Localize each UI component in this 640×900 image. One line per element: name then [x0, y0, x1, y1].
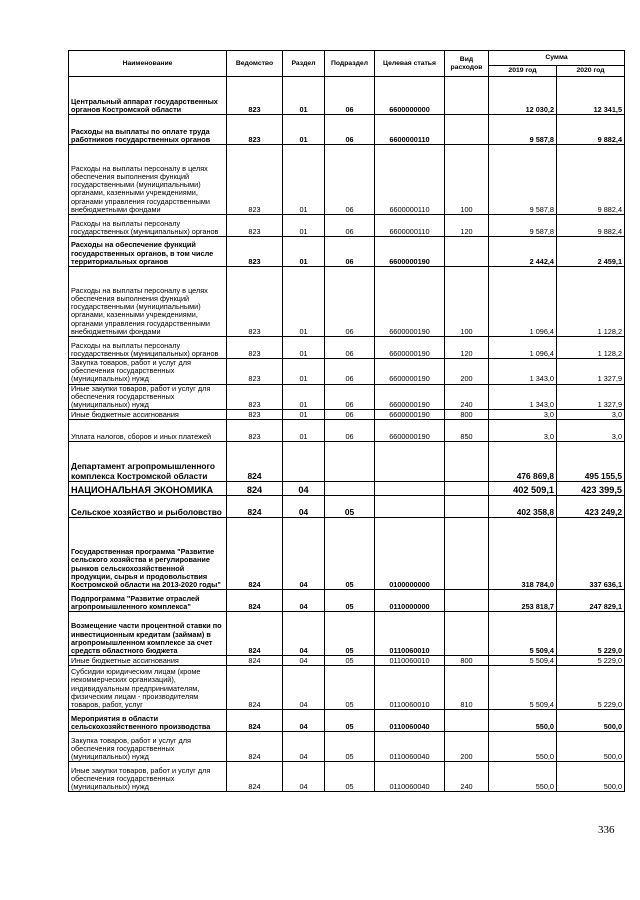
table-row: [69, 215, 625, 237]
cell-podrazdel: 06: [325, 145, 375, 215]
cell-podrazdel: 06: [325, 267, 375, 337]
cell-vid: [445, 710, 489, 732]
cell-sum-2019: 253 818,7: [489, 590, 557, 612]
cell-target: 6600000190: [375, 267, 445, 337]
cell-sum-2019: 402 509,1: [489, 482, 557, 496]
cell-sum-2020: 1 327,9: [557, 359, 625, 385]
cell-vedomstvo: 824: [227, 518, 283, 590]
cell-name: Иные закупки товаров, работ и услуг для обеспечения государственных (муниципальных) нужд: [69, 762, 227, 792]
cell-vid: 120: [445, 337, 489, 359]
cell-sum-2020: 9 882,4: [557, 115, 625, 145]
cell-podrazdel: 06: [325, 359, 375, 385]
cell-sum-2019: 550,0: [489, 732, 557, 762]
cell-vid: 240: [445, 384, 489, 410]
cell-vedomstvo: 824: [227, 732, 283, 762]
cell-target: [375, 482, 445, 496]
cell-sum-2019: 1 096,4: [489, 337, 557, 359]
cell-target: 0110060040: [375, 762, 445, 792]
cell-razdel: 04: [283, 590, 325, 612]
cell-vid: [445, 442, 489, 482]
cell-podrazdel: 05: [325, 732, 375, 762]
cell-name: Департамент агропромышленного комплекса Костромской области: [69, 442, 227, 482]
cell-vedomstvo: 823: [227, 145, 283, 215]
cell-target: 6600000000: [375, 77, 445, 115]
cell-target: 0100000000: [375, 518, 445, 590]
cell-name: Иные закупки товаров, работ и услуг для обеспечения государственных (муниципальных) нужд: [69, 384, 227, 410]
cell-vedomstvo: 824: [227, 612, 283, 656]
cell-podrazdel: 06: [325, 384, 375, 410]
cell-razdel: 01: [283, 237, 325, 267]
cell-name: Расходы на выплаты персоналу государственных (муниципальных) органов: [69, 215, 227, 237]
cell-name: Закупка товаров, работ и услуг для обеспечения государственных (муниципальных) нужд: [69, 359, 227, 385]
cell-razdel: 04: [283, 482, 325, 496]
cell-sum-2019: 3,0: [489, 420, 557, 442]
cell-name: Иные бюджетные ассигнования: [69, 656, 227, 666]
cell-vid: 100: [445, 145, 489, 215]
cell-podrazdel: 06: [325, 115, 375, 145]
cell-sum-2020: 12 341,5: [557, 77, 625, 115]
cell-razdel: 01: [283, 420, 325, 442]
table-row: [69, 410, 625, 420]
header-target: Целевая статья: [375, 51, 445, 77]
cell-sum-2020: 337 636,1: [557, 518, 625, 590]
cell-target: 6600000190: [375, 237, 445, 267]
cell-sum-2019: 550,0: [489, 710, 557, 732]
cell-sum-2020: 500,0: [557, 710, 625, 732]
cell-sum-2019: 2 442,4: [489, 237, 557, 267]
cell-sum-2019: 9 587,8: [489, 215, 557, 237]
cell-vid: 200: [445, 359, 489, 385]
cell-razdel: 01: [283, 384, 325, 410]
cell-vid: 120: [445, 215, 489, 237]
cell-name: Подпрограмма "Развитие отраслей агропромышленного комплекса": [69, 590, 227, 612]
table-row: [69, 337, 625, 359]
table-row: [69, 384, 625, 410]
cell-podrazdel: [325, 482, 375, 496]
cell-vid: [445, 612, 489, 656]
cell-target: 6600000190: [375, 359, 445, 385]
table-row: [69, 237, 625, 267]
cell-razdel: 01: [283, 410, 325, 420]
cell-name: Субсидии юридическим лицам (кроме некоммерческих организаций), индивидуальным предпринимателям, физическим лицам - производителям товаров, работ, услуг: [69, 666, 227, 710]
cell-sum-2019: 9 587,8: [489, 145, 557, 215]
header-2020: 2020 год: [557, 66, 625, 77]
table-row: [69, 762, 625, 792]
cell-name: Центральный аппарат государственных органов Костромской области: [69, 77, 227, 115]
cell-razdel: 04: [283, 732, 325, 762]
header-name: Наименование: [69, 51, 227, 77]
table-row: [69, 267, 625, 337]
cell-sum-2019: 5 509,4: [489, 666, 557, 710]
cell-sum-2019: 402 358,8: [489, 496, 557, 518]
cell-vid: 850: [445, 420, 489, 442]
cell-target: 0110060010: [375, 666, 445, 710]
cell-podrazdel: 05: [325, 666, 375, 710]
cell-target: 6600000110: [375, 115, 445, 145]
cell-name: Расходы на выплаты по оплате труда работников государственных органов: [69, 115, 227, 145]
table-row: [69, 442, 625, 482]
header-summa: Сумма: [489, 51, 625, 66]
cell-name: Иные бюджетные ассигнования: [69, 410, 227, 420]
cell-sum-2020: 5 229,0: [557, 656, 625, 666]
cell-target: 6600000190: [375, 420, 445, 442]
cell-razdel: 04: [283, 656, 325, 666]
cell-vedomstvo: 823: [227, 420, 283, 442]
cell-sum-2020: 9 882,4: [557, 215, 625, 237]
cell-sum-2020: 2 459,1: [557, 237, 625, 267]
cell-target: [375, 442, 445, 482]
cell-name: Возмещение части процентной ставки по инвестиционным кредитам (займам) в агропромышленном комплексе за счет средств областного бюджета: [69, 612, 227, 656]
table-row: [69, 420, 625, 442]
cell-sum-2019: 12 030,2: [489, 77, 557, 115]
cell-razdel: 04: [283, 710, 325, 732]
cell-sum-2019: 476 869,8: [489, 442, 557, 482]
cell-vid: 810: [445, 666, 489, 710]
cell-target: 6600000190: [375, 410, 445, 420]
cell-podrazdel: 05: [325, 496, 375, 518]
cell-name: Расходы на выплаты персоналу в целях обеспечения выполнения функций государственными (муниципальными) органами, казенными учреждениями, органами управления государственными внебюджетными фондами: [69, 267, 227, 337]
cell-vid: [445, 518, 489, 590]
table-row: [69, 612, 625, 656]
cell-podrazdel: 05: [325, 518, 375, 590]
cell-razdel: [283, 442, 325, 482]
cell-sum-2019: 5 509,4: [489, 656, 557, 666]
cell-razdel: 01: [283, 267, 325, 337]
cell-vedomstvo: 823: [227, 267, 283, 337]
cell-vid: [445, 77, 489, 115]
table-row: [69, 145, 625, 215]
cell-vedomstvo: 824: [227, 656, 283, 666]
table-row: [69, 732, 625, 762]
cell-vedomstvo: 824: [227, 482, 283, 496]
cell-sum-2020: 495 155,5: [557, 442, 625, 482]
cell-vedomstvo: 824: [227, 710, 283, 732]
table-row: [69, 710, 625, 732]
cell-podrazdel: [325, 442, 375, 482]
cell-vid: [445, 482, 489, 496]
cell-sum-2020: 1 128,2: [557, 337, 625, 359]
header-2019: 2019 год: [489, 66, 557, 77]
cell-vid: 800: [445, 656, 489, 666]
cell-sum-2020: 423 249,2: [557, 496, 625, 518]
cell-vedomstvo: 823: [227, 337, 283, 359]
cell-podrazdel: 05: [325, 590, 375, 612]
header-razdel: Раздел: [283, 51, 325, 77]
cell-razdel: 04: [283, 518, 325, 590]
page-number: 336: [598, 824, 615, 836]
cell-razdel: 04: [283, 496, 325, 518]
cell-target: 0110060040: [375, 710, 445, 732]
cell-target: [375, 496, 445, 518]
cell-sum-2019: 318 784,0: [489, 518, 557, 590]
cell-sum-2019: 1 343,0: [489, 384, 557, 410]
cell-sum-2020: 1 327,9: [557, 384, 625, 410]
cell-vedomstvo: 823: [227, 384, 283, 410]
cell-razdel: 01: [283, 359, 325, 385]
table-body: [69, 77, 625, 792]
cell-name: Расходы на выплаты персоналу в целях обеспечения выполнения функций государственными (муниципальными) органами, казенными учреждениями, органами управления государственными внебюджетными фондами: [69, 145, 227, 215]
header-vid: Вид расходов: [445, 51, 489, 77]
cell-vid: 100: [445, 267, 489, 337]
cell-vid: [445, 115, 489, 145]
header-podrazdel: Подраздел: [325, 51, 375, 77]
cell-podrazdel: 06: [325, 77, 375, 115]
cell-podrazdel: 06: [325, 215, 375, 237]
cell-podrazdel: 06: [325, 410, 375, 420]
cell-razdel: 01: [283, 215, 325, 237]
cell-target: 0110060010: [375, 656, 445, 666]
cell-sum-2020: 423 399,5: [557, 482, 625, 496]
cell-podrazdel: 05: [325, 612, 375, 656]
cell-razdel: 01: [283, 115, 325, 145]
cell-vid: 240: [445, 762, 489, 792]
cell-name: НАЦИОНАЛЬНАЯ ЭКОНОМИКА: [69, 482, 227, 496]
cell-sum-2019: 9 587,8: [489, 115, 557, 145]
cell-target: 6600000190: [375, 384, 445, 410]
cell-name: Мероприятия в области сельскохозяйственного производства: [69, 710, 227, 732]
cell-sum-2019: 5 509,4: [489, 612, 557, 656]
table-row: [69, 115, 625, 145]
cell-name: Сельское хозяйство и рыболовство: [69, 496, 227, 518]
cell-vedomstvo: 824: [227, 762, 283, 792]
cell-target: 6600000110: [375, 215, 445, 237]
cell-vid: 800: [445, 410, 489, 420]
cell-vedomstvo: 824: [227, 442, 283, 482]
table-row: [69, 359, 625, 385]
cell-sum-2020: 500,0: [557, 732, 625, 762]
cell-sum-2019: 3,0: [489, 410, 557, 420]
cell-razdel: 04: [283, 612, 325, 656]
cell-razdel: 01: [283, 145, 325, 215]
cell-vedomstvo: 823: [227, 237, 283, 267]
cell-vid: 200: [445, 732, 489, 762]
cell-podrazdel: 05: [325, 710, 375, 732]
header-vedomstvo: Ведомство: [227, 51, 283, 77]
cell-name: Уплата налогов, сборов и иных платежей: [69, 420, 227, 442]
cell-sum-2020: 5 229,0: [557, 612, 625, 656]
cell-vedomstvo: 824: [227, 666, 283, 710]
cell-sum-2019: 550,0: [489, 762, 557, 792]
cell-target: 6600000110: [375, 145, 445, 215]
cell-vedomstvo: 824: [227, 590, 283, 612]
table-row: [69, 496, 625, 518]
cell-sum-2020: 3,0: [557, 420, 625, 442]
table-row: [69, 656, 625, 666]
cell-vedomstvo: 824: [227, 496, 283, 518]
cell-name: Государственная программа "Развитие сельского хозяйства и регулирование рынков сельскохозяйственной продукции, сырья и продовольствия Костромской области на 2013-2020 годы": [69, 518, 227, 590]
budget-table: [68, 50, 625, 792]
cell-target: 0110060010: [375, 612, 445, 656]
cell-target: 6600000190: [375, 337, 445, 359]
cell-name: Расходы на обеспечение функций государственных органов, в том числе территориальных органов: [69, 237, 227, 267]
cell-target: 0110000000: [375, 590, 445, 612]
cell-sum-2020: 247 829,1: [557, 590, 625, 612]
cell-vid: [445, 496, 489, 518]
cell-vid: [445, 590, 489, 612]
cell-sum-2020: 9 882,4: [557, 145, 625, 215]
cell-razdel: 04: [283, 666, 325, 710]
cell-sum-2020: 3,0: [557, 410, 625, 420]
cell-razdel: 01: [283, 77, 325, 115]
cell-podrazdel: 05: [325, 656, 375, 666]
cell-vedomstvo: 823: [227, 215, 283, 237]
cell-sum-2019: 1 096,4: [489, 267, 557, 337]
cell-sum-2020: 5 229,0: [557, 666, 625, 710]
table-row: [69, 666, 625, 710]
cell-sum-2020: 500,0: [557, 762, 625, 792]
cell-sum-2019: 1 343,0: [489, 359, 557, 385]
table-row: [69, 77, 625, 115]
cell-vedomstvo: 823: [227, 410, 283, 420]
cell-vedomstvo: 823: [227, 115, 283, 145]
cell-podrazdel: 06: [325, 337, 375, 359]
cell-razdel: 04: [283, 762, 325, 792]
cell-podrazdel: 06: [325, 237, 375, 267]
cell-podrazdel: 06: [325, 420, 375, 442]
cell-name: Расходы на выплаты персоналу государственных (муниципальных) органов: [69, 337, 227, 359]
cell-sum-2020: 1 128,2: [557, 267, 625, 337]
table-row: [69, 518, 625, 590]
cell-target: 0110060040: [375, 732, 445, 762]
cell-podrazdel: 05: [325, 762, 375, 792]
cell-vedomstvo: 823: [227, 77, 283, 115]
cell-name: Закупка товаров, работ и услуг для обеспечения государственных (муниципальных) нужд: [69, 732, 227, 762]
table-row: [69, 590, 625, 612]
cell-vedomstvo: 823: [227, 359, 283, 385]
table-row: [69, 482, 625, 496]
cell-razdel: 01: [283, 337, 325, 359]
cell-vid: [445, 237, 489, 267]
